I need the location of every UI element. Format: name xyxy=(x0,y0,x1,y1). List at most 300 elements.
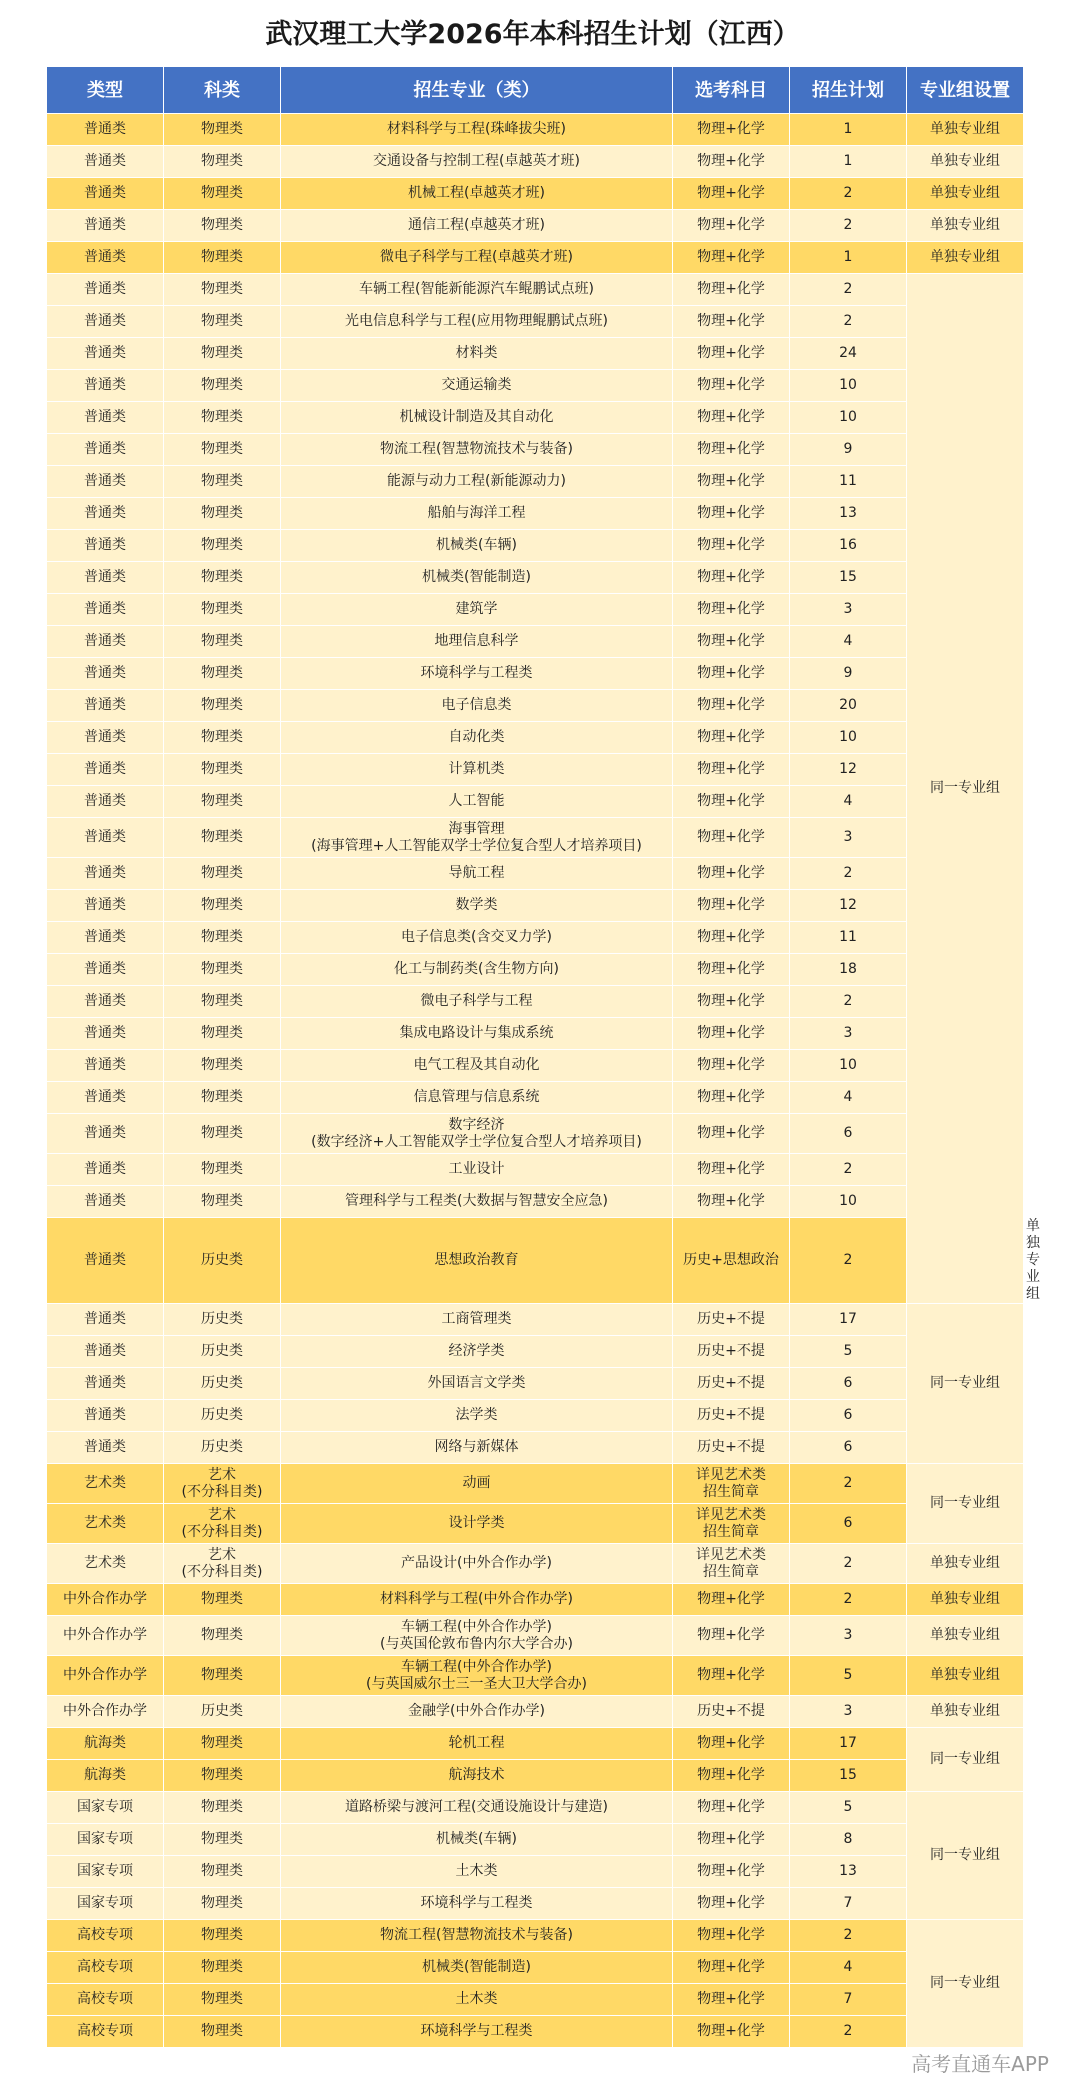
cell-major: 数学类 xyxy=(281,890,673,922)
cell-subjects: 历史+不提 xyxy=(673,1336,790,1368)
cell-type: 普通类 xyxy=(47,594,164,626)
cell-plan: 1 xyxy=(790,146,907,178)
cell-type: 普通类 xyxy=(47,818,164,858)
cell-major: 产品设计(中外合作办学) xyxy=(281,1544,673,1584)
cell-plan: 3 xyxy=(790,1616,907,1656)
cell-category: 物理类 xyxy=(164,1154,281,1186)
table-header-row xyxy=(47,67,1024,114)
cell-subjects: 物理+化学 xyxy=(673,818,790,858)
cell-category: 艺术 (不分科目类) xyxy=(164,1544,281,1584)
cell-major: 车辆工程(智能新能源汽车鲲鹏试点班) xyxy=(281,274,673,306)
cell-major: 土木类 xyxy=(281,1856,673,1888)
cell-type: 普通类 xyxy=(47,434,164,466)
cell-plan: 1 xyxy=(790,114,907,146)
cell-category: 物理类 xyxy=(164,1728,281,1760)
cell-plan: 3 xyxy=(790,1696,907,1728)
cell-major: 集成电路设计与集成系统 xyxy=(281,1018,673,1050)
table-row xyxy=(47,1432,1024,1464)
cell-subjects: 历史+不提 xyxy=(673,1696,790,1728)
cell-type: 普通类 xyxy=(47,1050,164,1082)
cell-group: 同一专业组 xyxy=(907,1304,1024,1464)
cell-major: 化工与制药类(含生物方向) xyxy=(281,954,673,986)
cell-category: 物理类 xyxy=(164,1792,281,1824)
cell-type: 普通类 xyxy=(47,402,164,434)
cell-major: 设计学类 xyxy=(281,1504,673,1544)
cell-plan: 4 xyxy=(790,1082,907,1114)
cell-plan: 8 xyxy=(790,1824,907,1856)
cell-type: 普通类 xyxy=(47,922,164,954)
cell-type: 高校专项 xyxy=(47,1920,164,1952)
cell-plan: 10 xyxy=(790,402,907,434)
cell-major: 计算机类 xyxy=(281,754,673,786)
cell-subjects: 物理+化学 xyxy=(673,434,790,466)
cell-category: 物理类 xyxy=(164,402,281,434)
table-row xyxy=(47,370,1024,402)
cell-type: 艺术类 xyxy=(47,1464,164,1504)
cell-category: 历史类 xyxy=(164,1696,281,1728)
cell-subjects: 历史+不提 xyxy=(673,1304,790,1336)
cell-major: 机械类(智能制造) xyxy=(281,562,673,594)
cell-category: 物理类 xyxy=(164,818,281,858)
cell-type: 普通类 xyxy=(47,1304,164,1336)
cell-major: 车辆工程(中外合作办学) (与英国威尔士三一圣大卫大学合办) xyxy=(281,1656,673,1696)
cell-plan: 1 xyxy=(790,242,907,274)
cell-plan: 10 xyxy=(790,722,907,754)
cell-type: 航海类 xyxy=(47,1760,164,1792)
cell-type: 普通类 xyxy=(47,210,164,242)
cell-subjects: 物理+化学 xyxy=(673,1114,790,1154)
cell-subjects: 详见艺术类 招生简章 xyxy=(673,1464,790,1504)
header-group: 专业组设置 xyxy=(907,67,1024,114)
cell-type: 高校专项 xyxy=(47,2016,164,2048)
cell-type: 普通类 xyxy=(47,1154,164,1186)
cell-type: 普通类 xyxy=(47,890,164,922)
cell-subjects: 历史+不提 xyxy=(673,1432,790,1464)
cell-major: 工业设计 xyxy=(281,1154,673,1186)
table-row xyxy=(47,626,1024,658)
table-row xyxy=(47,1400,1024,1432)
table-row xyxy=(47,274,1024,306)
cell-type: 普通类 xyxy=(47,114,164,146)
admission-plan-table xyxy=(46,66,1040,2048)
cell-category: 物理类 xyxy=(164,754,281,786)
cell-major: 地理信息科学 xyxy=(281,626,673,658)
cell-type: 中外合作办学 xyxy=(47,1584,164,1616)
cell-category: 物理类 xyxy=(164,530,281,562)
table-row xyxy=(47,1920,1024,1952)
cell-type: 航海类 xyxy=(47,1728,164,1760)
cell-group: 单独专业组 xyxy=(907,114,1024,146)
cell-major: 金融学(中外合作办学) xyxy=(281,1696,673,1728)
cell-category: 物理类 xyxy=(164,890,281,922)
cell-category: 物理类 xyxy=(164,434,281,466)
cell-category: 物理类 xyxy=(164,2016,281,2048)
table-row xyxy=(47,1504,1024,1544)
cell-group: 单独专业组 xyxy=(907,1544,1024,1584)
cell-category: 物理类 xyxy=(164,466,281,498)
cell-type: 普通类 xyxy=(47,626,164,658)
cell-plan: 2 xyxy=(790,178,907,210)
cell-category: 物理类 xyxy=(164,690,281,722)
cell-category: 物理类 xyxy=(164,954,281,986)
cell-plan: 10 xyxy=(790,1050,907,1082)
cell-plan: 6 xyxy=(790,1504,907,1544)
cell-type: 普通类 xyxy=(47,498,164,530)
cell-type: 普通类 xyxy=(47,858,164,890)
cell-plan: 20 xyxy=(790,690,907,722)
table-row xyxy=(47,690,1024,722)
cell-major: 管理科学与工程类(大数据与智慧安全应急) xyxy=(281,1186,673,1218)
cell-type: 普通类 xyxy=(47,338,164,370)
cell-plan: 4 xyxy=(790,786,907,818)
cell-subjects: 物理+化学 xyxy=(673,690,790,722)
table-row xyxy=(47,986,1024,1018)
cell-category: 物理类 xyxy=(164,1920,281,1952)
cell-major: 物流工程(智慧物流技术与装备) xyxy=(281,434,673,466)
table-row xyxy=(47,402,1024,434)
cell-plan: 2 xyxy=(790,274,907,306)
cell-type: 国家专项 xyxy=(47,1824,164,1856)
cell-plan: 13 xyxy=(790,498,907,530)
table-row xyxy=(47,722,1024,754)
header-type: 类型 xyxy=(47,67,164,114)
cell-major: 人工智能 xyxy=(281,786,673,818)
table-row xyxy=(47,562,1024,594)
cell-type: 高校专项 xyxy=(47,1984,164,2016)
cell-type: 普通类 xyxy=(47,242,164,274)
cell-subjects: 物理+化学 xyxy=(673,466,790,498)
table-row xyxy=(47,1952,1024,1984)
cell-subjects: 物理+化学 xyxy=(673,210,790,242)
cell-plan: 2 xyxy=(790,986,907,1018)
watermark: 高考直通车APP xyxy=(911,2052,1049,2076)
table-row xyxy=(47,1616,1024,1656)
cell-plan: 2 xyxy=(790,1544,907,1584)
table-row xyxy=(47,858,1024,890)
cell-plan: 3 xyxy=(790,594,907,626)
cell-subjects: 物理+化学 xyxy=(673,986,790,1018)
table-row xyxy=(47,466,1024,498)
table-row xyxy=(47,594,1024,626)
cell-category: 物理类 xyxy=(164,1616,281,1656)
cell-major: 航海技术 xyxy=(281,1760,673,1792)
cell-category: 物理类 xyxy=(164,1186,281,1218)
cell-major: 交通运输类 xyxy=(281,370,673,402)
cell-category: 艺术 (不分科目类) xyxy=(164,1504,281,1544)
cell-subjects: 物理+化学 xyxy=(673,858,790,890)
cell-subjects: 物理+化学 xyxy=(673,1920,790,1952)
cell-type: 普通类 xyxy=(47,1400,164,1432)
cell-subjects: 物理+化学 xyxy=(673,786,790,818)
table-row xyxy=(47,1888,1024,1920)
cell-major: 车辆工程(中外合作办学) (与英国伦敦布鲁内尔大学合办) xyxy=(281,1616,673,1656)
cell-group: 单独专业组 xyxy=(907,178,1024,210)
cell-plan: 7 xyxy=(790,1984,907,2016)
cell-type: 普通类 xyxy=(47,1336,164,1368)
cell-subjects: 物理+化学 xyxy=(673,890,790,922)
cell-plan: 5 xyxy=(790,1336,907,1368)
cell-subjects: 物理+化学 xyxy=(673,658,790,690)
cell-plan: 6 xyxy=(790,1400,907,1432)
cell-subjects: 物理+化学 xyxy=(673,306,790,338)
cell-major: 动画 xyxy=(281,1464,673,1504)
cell-group: 单独专业组 xyxy=(907,146,1024,178)
cell-category: 物理类 xyxy=(164,562,281,594)
cell-type: 普通类 xyxy=(47,274,164,306)
cell-major: 数字经济 (数字经济+人工智能双学士学位复合型人才培养项目) xyxy=(281,1114,673,1154)
table-row: 普通类 历史类 思想政治教育 历史+思想政治 2 单独专业组 xyxy=(47,1218,1024,1304)
cell-type: 普通类 xyxy=(47,1368,164,1400)
cell-major: 环境科学与工程类 xyxy=(281,2016,673,2048)
cell-category: 物理类 xyxy=(164,626,281,658)
cell-plan: 11 xyxy=(790,466,907,498)
cell-category: 物理类 xyxy=(164,1656,281,1696)
cell-subjects: 详见艺术类 招生简章 xyxy=(673,1504,790,1544)
cell-group: 单独专业组 xyxy=(907,1616,1024,1656)
cell-major: 电气工程及其自动化 xyxy=(281,1050,673,1082)
cell-type: 普通类 xyxy=(47,1218,164,1304)
cell-type: 普通类 xyxy=(47,1018,164,1050)
table-row xyxy=(47,1464,1024,1504)
cell-category: 物理类 xyxy=(164,178,281,210)
cell-category: 物理类 xyxy=(164,1584,281,1616)
cell-category: 物理类 xyxy=(164,1082,281,1114)
cell-type: 艺术类 xyxy=(47,1544,164,1584)
cell-group: 同一专业组 xyxy=(907,1728,1024,1792)
cell-category: 物理类 xyxy=(164,210,281,242)
cell-plan: 2 xyxy=(790,1584,907,1616)
cell-type: 普通类 xyxy=(47,146,164,178)
cell-major: 船舶与海洋工程 xyxy=(281,498,673,530)
table-row xyxy=(47,530,1024,562)
cell-type: 普通类 xyxy=(47,690,164,722)
cell-major: 机械类(车辆) xyxy=(281,1824,673,1856)
cell-type: 普通类 xyxy=(47,786,164,818)
cell-major: 材料类 xyxy=(281,338,673,370)
cell-subjects: 物理+化学 xyxy=(673,1018,790,1050)
cell-major: 微电子科学与工程 xyxy=(281,986,673,1018)
table-row xyxy=(47,306,1024,338)
cell-plan: 15 xyxy=(790,1760,907,1792)
cell-subjects: 物理+化学 xyxy=(673,402,790,434)
cell-group: 单独专业组 xyxy=(907,242,1024,274)
cell-type: 艺术类 xyxy=(47,1504,164,1544)
cell-plan: 5 xyxy=(790,1792,907,1824)
cell-subjects: 物理+化学 xyxy=(673,594,790,626)
cell-plan: 10 xyxy=(790,370,907,402)
cell-major: 机械设计制造及其自动化 xyxy=(281,402,673,434)
cell-plan: 2 xyxy=(790,1218,907,1304)
cell-major: 机械工程(卓越英才班) xyxy=(281,178,673,210)
cell-plan: 2 xyxy=(790,1464,907,1504)
cell-type: 国家专项 xyxy=(47,1792,164,1824)
cell-major: 能源与动力工程(新能源动力) xyxy=(281,466,673,498)
table-row xyxy=(47,242,1024,274)
cell-type: 普通类 xyxy=(47,754,164,786)
table-row xyxy=(47,1114,1024,1154)
cell-category: 物理类 xyxy=(164,658,281,690)
cell-subjects: 物理+化学 xyxy=(673,562,790,594)
header-major: 招生专业（类） xyxy=(281,67,673,114)
cell-type: 普通类 xyxy=(47,1082,164,1114)
cell-plan: 6 xyxy=(790,1114,907,1154)
cell-category: 历史类 xyxy=(164,1304,281,1336)
table-row xyxy=(47,818,1024,858)
cell-type: 普通类 xyxy=(47,1432,164,1464)
cell-category: 物理类 xyxy=(164,146,281,178)
cell-major: 海事管理 (海事管理+人工智能双学士学位复合型人才培养项目) xyxy=(281,818,673,858)
cell-major: 导航工程 xyxy=(281,858,673,890)
cell-subjects: 物理+化学 xyxy=(673,954,790,986)
cell-category: 物理类 xyxy=(164,306,281,338)
cell-type: 国家专项 xyxy=(47,1888,164,1920)
table-row xyxy=(47,498,1024,530)
cell-group: 同一专业组 xyxy=(907,274,1024,1304)
table-row xyxy=(47,1186,1024,1218)
cell-type: 普通类 xyxy=(47,178,164,210)
cell-category: 历史类 xyxy=(164,1218,281,1304)
cell-category: 物理类 xyxy=(164,1888,281,1920)
table-row xyxy=(47,338,1024,370)
cell-category: 物理类 xyxy=(164,1114,281,1154)
table-row xyxy=(47,1082,1024,1114)
cell-plan: 2 xyxy=(790,210,907,242)
cell-plan: 9 xyxy=(790,434,907,466)
cell-subjects: 物理+化学 xyxy=(673,498,790,530)
cell-major: 网络与新媒体 xyxy=(281,1432,673,1464)
cell-type: 普通类 xyxy=(47,306,164,338)
cell-plan: 2 xyxy=(790,858,907,890)
cell-subjects: 物理+化学 xyxy=(673,1728,790,1760)
cell-subjects: 物理+化学 xyxy=(673,1856,790,1888)
cell-category: 物理类 xyxy=(164,594,281,626)
cell-type: 普通类 xyxy=(47,722,164,754)
cell-major: 电子信息类(含交叉力学) xyxy=(281,922,673,954)
cell-major: 机械类(智能制造) xyxy=(281,1952,673,1984)
cell-type: 高校专项 xyxy=(47,1952,164,1984)
cell-category: 历史类 xyxy=(164,1400,281,1432)
cell-subjects: 历史+不提 xyxy=(673,1400,790,1432)
cell-type: 普通类 xyxy=(47,1114,164,1154)
cell-subjects: 物理+化学 xyxy=(673,114,790,146)
cell-type: 普通类 xyxy=(47,954,164,986)
table-row xyxy=(47,1154,1024,1186)
cell-subjects: 物理+化学 xyxy=(673,338,790,370)
header-category: 科类 xyxy=(164,67,281,114)
cell-major: 外国语言文学类 xyxy=(281,1368,673,1400)
page-title: 武汉理工大学2026年本科招生计划（江西） xyxy=(265,19,800,50)
table-row xyxy=(47,1336,1024,1368)
cell-major: 光电信息科学与工程(应用物理鲲鹏试点班) xyxy=(281,306,673,338)
cell-major: 材料科学与工程(中外合作办学) xyxy=(281,1584,673,1616)
table-row xyxy=(47,754,1024,786)
cell-category: 物理类 xyxy=(164,786,281,818)
cell-plan: 9 xyxy=(790,658,907,690)
cell-category: 物理类 xyxy=(164,722,281,754)
cell-major: 环境科学与工程类 xyxy=(281,1888,673,1920)
cell-subjects: 物理+化学 xyxy=(673,1584,790,1616)
cell-plan: 17 xyxy=(790,1728,907,1760)
cell-category: 物理类 xyxy=(164,1760,281,1792)
table-row xyxy=(47,1984,1024,2016)
table-row xyxy=(47,922,1024,954)
cell-subjects: 物理+化学 xyxy=(673,722,790,754)
cell-plan: 4 xyxy=(790,1952,907,1984)
cell-subjects: 物理+化学 xyxy=(673,1616,790,1656)
cell-plan: 13 xyxy=(790,1856,907,1888)
cell-category: 物理类 xyxy=(164,1018,281,1050)
cell-category: 历史类 xyxy=(164,1368,281,1400)
table-row xyxy=(47,114,1024,146)
table-row xyxy=(47,434,1024,466)
cell-category: 物理类 xyxy=(164,986,281,1018)
cell-plan: 18 xyxy=(790,954,907,986)
cell-plan: 12 xyxy=(790,890,907,922)
cell-subjects: 物理+化学 xyxy=(673,1050,790,1082)
cell-major: 通信工程(卓越英才班) xyxy=(281,210,673,242)
cell-group: 单独专业组 xyxy=(907,1696,1024,1728)
cell-plan: 2 xyxy=(790,306,907,338)
header-plan: 招生计划 xyxy=(790,67,907,114)
cell-major: 轮机工程 xyxy=(281,1728,673,1760)
cell-category: 物理类 xyxy=(164,1824,281,1856)
cell-subjects: 物理+化学 xyxy=(673,1082,790,1114)
cell-major: 经济学类 xyxy=(281,1336,673,1368)
cell-type: 中外合作办学 xyxy=(47,1696,164,1728)
cell-plan: 2 xyxy=(790,1154,907,1186)
cell-plan: 3 xyxy=(790,818,907,858)
cell-plan: 16 xyxy=(790,530,907,562)
cell-major: 物流工程(智慧物流技术与装备) xyxy=(281,1920,673,1952)
cell-subjects: 物理+化学 xyxy=(673,1760,790,1792)
header-subjects: 选考科目 xyxy=(673,67,790,114)
cell-plan: 6 xyxy=(790,1432,907,1464)
cell-major: 微电子科学与工程(卓越英才班) xyxy=(281,242,673,274)
cell-plan: 2 xyxy=(790,2016,907,2048)
cell-plan: 4 xyxy=(790,626,907,658)
table-row xyxy=(47,786,1024,818)
cell-type: 普通类 xyxy=(47,986,164,1018)
cell-group: 同一专业组 xyxy=(907,1792,1024,1920)
cell-category: 物理类 xyxy=(164,858,281,890)
cell-plan: 10 xyxy=(790,1186,907,1218)
cell-category: 物理类 xyxy=(164,242,281,274)
cell-category: 物理类 xyxy=(164,498,281,530)
table-row xyxy=(47,1304,1024,1336)
cell-type: 普通类 xyxy=(47,562,164,594)
table-row xyxy=(47,1544,1024,1584)
cell-major: 信息管理与信息系统 xyxy=(281,1082,673,1114)
cell-subjects: 物理+化学 xyxy=(673,370,790,402)
table-row xyxy=(47,210,1024,242)
cell-subjects: 物理+化学 xyxy=(673,1656,790,1696)
table-row xyxy=(47,1824,1024,1856)
table-row xyxy=(47,2016,1024,2048)
cell-major: 法学类 xyxy=(281,1400,673,1432)
table-row xyxy=(47,146,1024,178)
table-row xyxy=(47,658,1024,690)
cell-type: 普通类 xyxy=(47,1186,164,1218)
cell-major: 道路桥梁与渡河工程(交通设施设计与建造) xyxy=(281,1792,673,1824)
cell-major: 电子信息类 xyxy=(281,690,673,722)
cell-type: 中外合作办学 xyxy=(47,1616,164,1656)
cell-subjects: 物理+化学 xyxy=(673,274,790,306)
table-row xyxy=(47,1018,1024,1050)
cell-category: 物理类 xyxy=(164,338,281,370)
table-row xyxy=(47,1760,1024,1792)
cell-group: 同一专业组 xyxy=(907,1920,1024,2048)
cell-subjects: 物理+化学 xyxy=(673,1186,790,1218)
